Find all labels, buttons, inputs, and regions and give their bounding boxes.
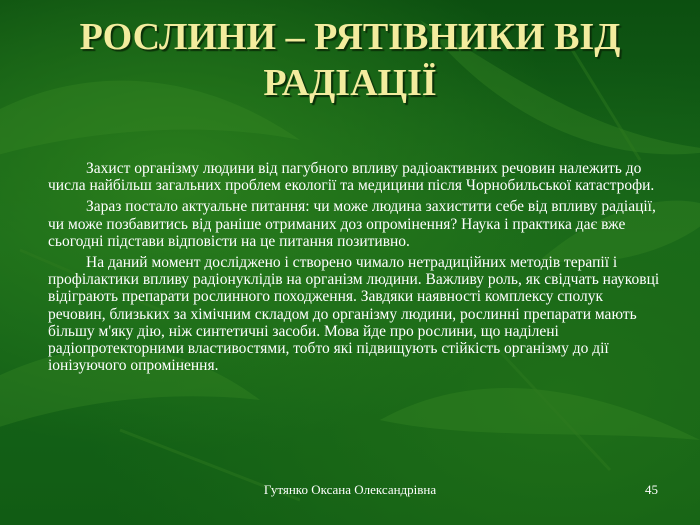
body-paragraph: Зараз постало актуальне питання: чи може людина захистити себе від впливу радіації, чи може позбавитись від раніше отриманих доз опромінення? Наука і практика дає вже сьогодні підстави відповісти на це питання позитивно. — [48, 198, 656, 250]
body-paragraph: На даний момент досліджено і створено чимало нетрадиційних методів терапії і профілактики впливу радіонуклідів на організм людини. Важливу роль, як свідчать науковці відіграють препарати рослинного походження. Завдяки наявності комплексу сполук речовин, близьких за хімічним складом до організму людини, рослинні препарати мають більшу м'яку дію, ніж синтетичні засоби. Мова йде про рослини, що наділені радіопротекторними властивостями, тобто які підвищують стійкість організму до дії іонізуючого опромінення. — [48, 254, 660, 375]
page-number: 45 — [645, 482, 658, 497]
slide-body — [48, 160, 664, 378]
slide-title-line2: РАДІАЦІЇ — [263, 62, 437, 104]
slide-title — [20, 14, 680, 106]
slide-title-line1: РОСЛИНИ – РЯТІВНИКИ ВІД — [79, 16, 621, 58]
footer-author: Гутянко Оксана Олександрівна — [263, 482, 437, 497]
body-paragraph: Захист організму людини від пагубного впливу радіоактивних речовин належить до числа найбільш загальних проблем екології та медицини після Чорнобильської катастрофи. — [48, 160, 655, 195]
